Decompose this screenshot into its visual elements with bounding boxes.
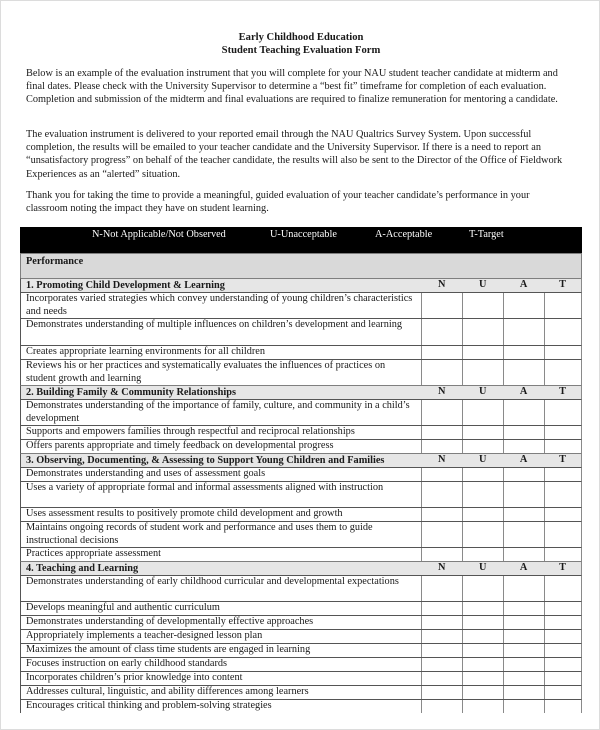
section-header: [20, 561, 582, 575]
rating-cell-t[interactable]: [544, 468, 581, 481]
rating-cell-u[interactable]: [462, 426, 503, 439]
criteria-text: Maintains ongoing records of student work and performance and uses them to guide instructional decisions: [26, 522, 373, 546]
criteria-text: Maximizes the amount of class time students are engaged in learning: [26, 644, 311, 655]
rating-cell-u[interactable]: [462, 644, 503, 657]
rating-cell-t[interactable]: [544, 644, 581, 657]
rating-cell-a[interactable]: [503, 644, 544, 657]
criteria-row: [20, 292, 582, 318]
section-title: 3. Observing, Documenting, & Assessing to Support Young Children and Families: [26, 455, 385, 466]
section-header: [20, 453, 582, 467]
legend-n: N-Not Applicable/Not Observed: [92, 229, 226, 240]
rating-cell-n[interactable]: [421, 426, 462, 439]
criteria-text: Focuses instruction on early childhood standards: [26, 658, 228, 669]
column-header-a: A: [519, 454, 528, 465]
rating-cell-n[interactable]: [421, 400, 462, 425]
rating-cell-t[interactable]: [544, 400, 581, 425]
rating-cell-u[interactable]: [462, 293, 503, 318]
rating-cell-u[interactable]: [462, 360, 503, 385]
criteria-text: Encourages critical thinking and problem-solving strategies: [26, 700, 272, 711]
evaluation-sections: [20, 278, 582, 713]
document-title-line1: Early Childhood Education: [238, 32, 364, 43]
rating-cell-a[interactable]: [503, 522, 544, 547]
criteria-row: [20, 399, 582, 425]
criteria-text: Demonstrates understanding of multiple influences on children’s development and learning: [26, 319, 403, 330]
document-title-line2: Student Teaching Evaluation Form: [221, 45, 381, 56]
criteria-text: Supports and empowers families through respectful and reciprocal relationships: [26, 426, 355, 437]
rating-cell-t[interactable]: [544, 686, 581, 699]
rating-cell-u[interactable]: [462, 346, 503, 359]
rating-cell-t[interactable]: [544, 602, 581, 615]
rating-cell-n[interactable]: [421, 468, 462, 481]
column-header-a: A: [519, 279, 528, 290]
rating-cell-u[interactable]: [462, 686, 503, 699]
section-title: 4. Teaching and Learning: [26, 563, 139, 574]
column-header-t: T: [559, 386, 566, 397]
criteria-row: [20, 601, 582, 615]
rating-cell-n[interactable]: [421, 548, 462, 561]
rating-cell-a[interactable]: [503, 482, 544, 507]
criteria-row: [20, 615, 582, 629]
section-title: 1. Promoting Child Development & Learning: [26, 280, 225, 291]
rating-cell-a[interactable]: [503, 400, 544, 425]
column-header-t: T: [559, 454, 566, 465]
criteria-row: [20, 425, 582, 439]
criteria-row: [20, 657, 582, 671]
rating-cell-t[interactable]: [544, 293, 581, 318]
column-header-u: U: [478, 279, 487, 290]
rating-cell-a[interactable]: [503, 700, 544, 713]
column-header-n: N: [438, 386, 446, 397]
criteria-row: [20, 439, 582, 453]
rating-cell-n[interactable]: [421, 630, 462, 643]
column-header-u: U: [478, 562, 487, 573]
rating-cell-n[interactable]: [421, 602, 462, 615]
criteria-text: Demonstrates understanding and uses of assessment goals: [26, 468, 266, 479]
rating-cell-a[interactable]: [503, 630, 544, 643]
rating-cell-t[interactable]: [544, 616, 581, 629]
criteria-row: [20, 629, 582, 643]
legend-u: U-Unacceptable: [270, 229, 337, 240]
criteria-row: [20, 521, 582, 547]
criteria-row: [20, 359, 582, 385]
rating-cell-u[interactable]: [462, 440, 503, 453]
rating-cell-a[interactable]: [503, 602, 544, 615]
column-header-n: N: [438, 562, 446, 573]
rating-cell-t[interactable]: [544, 700, 581, 713]
rating-cell-u[interactable]: [462, 672, 503, 685]
column-header-t: T: [559, 562, 566, 573]
rating-cell-t[interactable]: [544, 576, 581, 601]
rating-cell-a[interactable]: [503, 468, 544, 481]
rating-cell-a[interactable]: [503, 293, 544, 318]
column-header-a: A: [519, 386, 528, 397]
rating-cell-a[interactable]: [503, 686, 544, 699]
rating-cell-a[interactable]: [503, 360, 544, 385]
rating-cell-n[interactable]: [421, 482, 462, 507]
rating-cell-u[interactable]: [462, 319, 503, 345]
rating-cell-u[interactable]: [462, 548, 503, 561]
rating-cell-t[interactable]: [544, 360, 581, 385]
rating-cell-t[interactable]: [544, 548, 581, 561]
column-header-n: N: [438, 454, 446, 465]
criteria-row: [20, 547, 582, 561]
rating-cell-a[interactable]: [503, 508, 544, 521]
rating-cell-t[interactable]: [544, 440, 581, 453]
criteria-text: Uses assessment results to positively promote child development and growth: [26, 508, 343, 519]
rating-legend: [20, 227, 582, 253]
rating-cell-t[interactable]: [544, 672, 581, 685]
rating-cell-a[interactable]: [503, 346, 544, 359]
criteria-text: Practices appropriate assessment: [26, 548, 161, 559]
rating-cell-n[interactable]: [421, 440, 462, 453]
intro-paragraph-2: The evaluation instrument is delivered to your reported email through the NAU Qualtrics Survey System. Upon successful completion, the results will be emailed to your teacher candidate and the University Supervisor. If there is a need to report an “unsatisfactory progress” on behalf of the teacher candidate, the results will also be sent to the Director of the Office of Fieldwork Experiences as an “alerted” situation.: [26, 129, 563, 180]
rating-cell-a[interactable]: [503, 426, 544, 439]
rating-cell-n[interactable]: [421, 508, 462, 521]
legend-t: T-Target: [469, 229, 504, 240]
criteria-row: [20, 318, 582, 345]
rating-cell-n[interactable]: [421, 658, 462, 671]
criteria-text: Demonstrates understanding of developmentally effective approaches: [26, 616, 314, 627]
rating-cell-u[interactable]: [462, 508, 503, 521]
rating-cell-n[interactable]: [421, 522, 462, 547]
column-header-u: U: [478, 386, 487, 397]
section-header: [20, 385, 582, 399]
evaluation-table: [20, 227, 582, 713]
rating-cell-t[interactable]: [544, 658, 581, 671]
criteria-text: Demonstrates understanding of early childhood curricular and developmental expectations: [26, 576, 399, 587]
rating-cell-n[interactable]: [421, 576, 462, 601]
rating-cell-n[interactable]: [421, 616, 462, 629]
criteria-row: [20, 671, 582, 685]
rating-cell-t[interactable]: [544, 630, 581, 643]
rating-cell-u[interactable]: [462, 482, 503, 507]
rating-cell-a[interactable]: [503, 616, 544, 629]
rating-cell-u[interactable]: [462, 522, 503, 547]
criteria-row: [20, 467, 582, 481]
rating-cell-n[interactable]: [421, 644, 462, 657]
rating-cell-n[interactable]: [421, 700, 462, 713]
rating-cell-n[interactable]: [421, 346, 462, 359]
rating-cell-u[interactable]: [462, 658, 503, 671]
rating-cell-u[interactable]: [462, 616, 503, 629]
legend-a: A-Acceptable: [375, 229, 433, 240]
criteria-text: Incorporates varied strategies which convey understanding of young children’s characteristics and needs: [26, 293, 413, 317]
rating-cell-u[interactable]: [462, 576, 503, 601]
rating-cell-u[interactable]: [462, 700, 503, 713]
performance-header: Performance: [20, 253, 582, 278]
criteria-text: Creates appropriate learning environments for all children: [26, 346, 266, 357]
rating-cell-a[interactable]: [503, 672, 544, 685]
rating-cell-a[interactable]: [503, 319, 544, 345]
rating-cell-a[interactable]: [503, 576, 544, 601]
criteria-row: [20, 643, 582, 657]
rating-cell-u[interactable]: [462, 468, 503, 481]
intro-paragraph-1: Below is an example of the evaluation instrument that you will complete for your NAU student teacher candidate at midterm and final dates. Please check with the University Supervisor to determine a “best fit” timeframe for completion of each evaluation. Completion and submission of the midterm and final evaluations are required to finalize remuneration for mentoring a candidate.: [26, 68, 558, 106]
section-title: 2. Building Family & Community Relationships: [26, 387, 236, 398]
criteria-text: Uses a variety of appropriate formal and informal assessments aligned with instruction: [26, 482, 384, 493]
criteria-row: [20, 575, 582, 601]
intro-paragraph-3: Thank you for taking the time to provide a meaningful, guided evaluation of your teacher candidate’s performance in your classroom noting the impact they have on student learning.: [26, 190, 530, 215]
section-header: [20, 278, 582, 292]
column-header-t: T: [559, 279, 566, 290]
criteria-row: [20, 699, 582, 713]
criteria-text: Addresses cultural, linguistic, and ability differences among learners: [26, 686, 309, 697]
criteria-row: [20, 345, 582, 359]
rating-cell-t[interactable]: [544, 508, 581, 521]
rating-cell-n[interactable]: [421, 360, 462, 385]
criteria-text: Reviews his or her practices and systematically evaluates the influences of practices on student growth and learning: [26, 360, 386, 384]
rating-cell-a[interactable]: [503, 548, 544, 561]
rating-cell-n[interactable]: [421, 319, 462, 345]
rating-cell-t[interactable]: [544, 426, 581, 439]
criteria-text: Incorporates children’s prior knowledge into content: [26, 672, 243, 683]
rating-cell-a[interactable]: [503, 658, 544, 671]
criteria-text: Develops meaningful and authentic curriculum: [26, 602, 220, 613]
rating-cell-n[interactable]: [421, 293, 462, 318]
rating-cell-t[interactable]: [544, 522, 581, 547]
criteria-row: [20, 685, 582, 699]
criteria-text: Offers parents appropriate and timely feedback on developmental progress: [26, 440, 334, 451]
criteria-text: Demonstrates understanding of the importance of family, culture, and community in a child’s development: [26, 400, 410, 424]
column-header-n: N: [438, 279, 446, 290]
column-header-a: A: [519, 562, 528, 573]
column-header-u: U: [478, 454, 487, 465]
rating-cell-t[interactable]: [544, 482, 581, 507]
rating-cell-a[interactable]: [503, 440, 544, 453]
criteria-row: [20, 481, 582, 507]
rating-cell-t[interactable]: [544, 346, 581, 359]
rating-cell-t[interactable]: [544, 319, 581, 345]
criteria-row: [20, 507, 582, 521]
rating-cell-n[interactable]: [421, 686, 462, 699]
rating-cell-u[interactable]: [462, 400, 503, 425]
rating-cell-u[interactable]: [462, 602, 503, 615]
rating-cell-u[interactable]: [462, 630, 503, 643]
rating-cell-n[interactable]: [421, 672, 462, 685]
criteria-text: Appropriately implements a teacher-designed lesson plan: [26, 630, 263, 641]
